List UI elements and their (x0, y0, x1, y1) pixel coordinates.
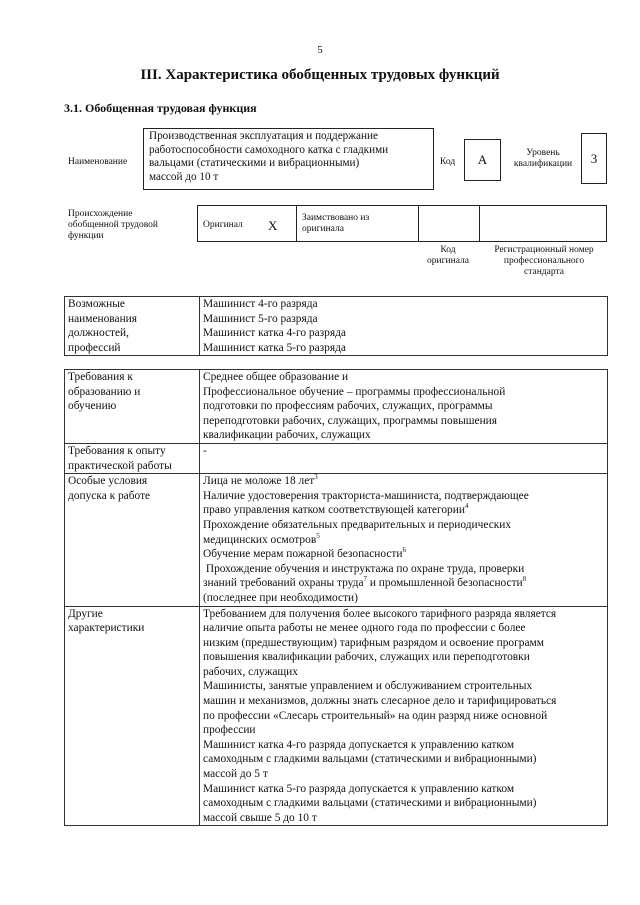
label-line: Особые условия (68, 475, 148, 488)
origin-label-line: Происхождение (68, 209, 133, 219)
caption-line: стандарта (524, 267, 564, 277)
other-characteristics-label (65, 606, 200, 826)
text-line: Машинисты, занятые управлением и обслуживанием строительных (203, 680, 533, 693)
origin-label-line: функции (68, 231, 104, 241)
text-part: знаний требований охраны труда (203, 577, 364, 590)
education-value (200, 370, 608, 444)
function-name-line: массой до 10 т (149, 170, 219, 183)
list-item: Машинист 4-го разряда (203, 298, 318, 310)
divider (296, 205, 297, 242)
table-row (65, 370, 608, 444)
original-mark: X (268, 218, 278, 233)
footnote-ref: 8 (522, 575, 527, 584)
text-line: Среднее общее образование и (203, 371, 349, 383)
original-label: Оригинал (203, 220, 243, 230)
function-name-line: вальцами (статическими и вибрационными) (149, 157, 360, 169)
text-line: самоходным с гладкими вальцами (статическими и вибрационными) (203, 797, 537, 810)
code-label: Код (440, 157, 456, 167)
origin-box (197, 205, 607, 242)
level-label-line: Уровень (526, 148, 560, 158)
text-line: массой до 5 т (203, 768, 268, 781)
code-value-box (464, 139, 501, 181)
origin-label (68, 209, 158, 242)
text-line: самоходным с гладкими вальцами (статическими и вибрационными) (203, 753, 537, 766)
section-title: 3.1. Обобщенная трудовая функция (64, 101, 257, 115)
text-line: подготовки по профессиям рабочих, служащих, программы (203, 400, 493, 413)
footnote-ref: 6 (402, 546, 406, 555)
label-line: образованию и (68, 385, 141, 398)
special-conditions-label (65, 474, 200, 606)
divider (418, 205, 419, 242)
name-label: Наименование (68, 157, 128, 167)
label-line: Требования к опыту (68, 444, 166, 457)
borrowed-label-line: Заимствовано из (302, 213, 370, 223)
function-name-line: работоспособности самоходного катка с гладкими (149, 143, 389, 156)
label-line: наименования (68, 312, 138, 325)
text-part: право управления катком соответствующей категории (203, 504, 465, 517)
label-line: практической работы (68, 459, 172, 472)
footnote-ref: 5 (316, 531, 320, 540)
label-line: допуска к работе (68, 489, 151, 502)
text-part: Лица не моложе 18 лет (203, 475, 315, 488)
text-line: по профессии «Слесарь строительный» на один разряд ниже основной (203, 709, 548, 722)
text-line: массой свыше 5 до 10 т (203, 811, 317, 824)
origin-label-line: обобщенной трудовой (68, 220, 158, 230)
caption-line: профессионального (503, 256, 585, 266)
positions-label (65, 297, 200, 356)
text-line (203, 503, 604, 518)
borrowed-label-line: оригинала (302, 224, 344, 234)
other-characteristics-value (200, 606, 608, 826)
code-value: А (477, 152, 488, 167)
special-conditions-value (200, 474, 608, 606)
table-row (65, 474, 608, 606)
footnote-ref: 4 (464, 502, 469, 511)
level-label-line: квалификации (513, 159, 573, 169)
text-line: Прохождение обучения и инструктажа по охране труда, проверки (203, 562, 525, 575)
borrowed-label (302, 213, 369, 235)
text-line: низким (предшествующим) тарифным разрядом и освоение программ (203, 636, 544, 649)
list-item: Машинист 5-го разряда (203, 312, 318, 325)
page-number: 5 (317, 44, 323, 56)
text-line: Требованием для получения более высокого тарифного разряда является (203, 607, 557, 620)
positions-list (200, 297, 608, 356)
text-line: переподготовки рабочих, служащих, программы повышения (203, 414, 498, 427)
label-line: характеристики (68, 622, 145, 635)
level-label (505, 148, 581, 170)
experience-label (65, 443, 200, 473)
level-value-box (581, 133, 607, 184)
divider (479, 205, 480, 242)
label-line: Другие (68, 607, 103, 620)
caption-line: оригинала (427, 256, 469, 266)
text-part: и промышленной безопасности (367, 577, 523, 590)
function-name-line: Производственная эксплуатация и поддержание (149, 130, 378, 142)
text-line (203, 533, 604, 548)
requirements-table (64, 369, 608, 826)
text-line: рабочих, служащих (203, 665, 298, 678)
table-row (65, 297, 608, 356)
footnote-ref: 7 (363, 575, 368, 584)
code-original-caption (418, 245, 478, 267)
text-line: повышения квалификации рабочих, служащих или переподготовки (203, 651, 530, 664)
text-line: (последнее при необходимости) (203, 591, 358, 604)
experience-value: - (200, 443, 608, 473)
footnote-ref: 3 (314, 473, 318, 482)
text-line (203, 474, 604, 489)
education-label (65, 370, 200, 444)
page-title: III. Характеристика обобщенных трудовых функций (140, 67, 500, 83)
caption-line: Код (440, 245, 456, 255)
caption-line: Регистрационный номер (494, 245, 594, 255)
text-line: Прохождение обязательных предварительных и периодических (203, 518, 512, 531)
list-item: Машинист катка 5-го разряда (203, 341, 346, 354)
table-row (65, 606, 608, 826)
text-line: Профессиональное обучение – программы профессиональной (203, 385, 506, 398)
function-name-box (143, 128, 434, 190)
label-line: должностей, (68, 327, 130, 340)
label-line: Возможные (68, 298, 125, 310)
level-value: 3 (590, 150, 598, 166)
text-line: квалификации рабочих, служащих (203, 429, 371, 442)
text-line: профессии (203, 724, 256, 737)
list-item: Машинист катка 4-го разряда (203, 327, 346, 340)
text-part: медицинских осмотров (203, 533, 317, 546)
text-part: Обучение мерам пожарной безопасности (203, 548, 403, 561)
table-row (65, 443, 608, 473)
label-line: Требования к (68, 371, 133, 383)
text-line: Наличие удостоверения тракториста-машиниста, подтверждающее (203, 489, 529, 502)
text-line: Машинист катка 4-го разряда допускается к управлению катком (203, 738, 515, 751)
text-line: наличие опыта работы не менее одного года по профессии с более (203, 622, 526, 635)
text-line (203, 576, 604, 591)
text-line: Машинист катка 5-го разряда допускается к управлению катком (203, 782, 515, 795)
label-line: обучению (68, 400, 117, 413)
positions-table (64, 296, 608, 356)
text-line (203, 547, 604, 562)
text-line: машин и механизмов, должны знать слесарное дело и тарифицироваться (203, 695, 557, 708)
label-line: профессий (68, 341, 121, 354)
reg-number-caption (479, 245, 609, 278)
